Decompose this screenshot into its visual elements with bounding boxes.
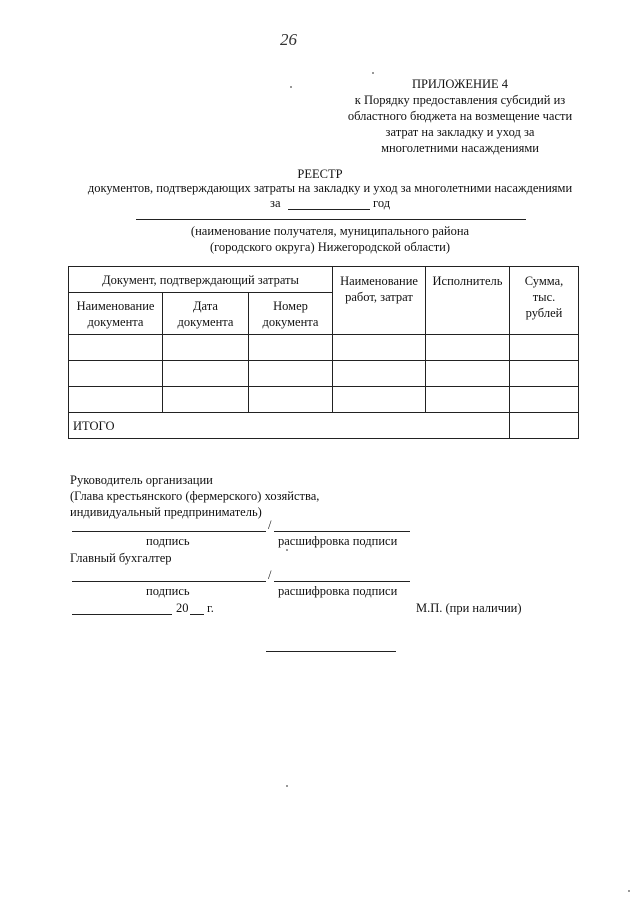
appendix-line: многолетними насаждениями [381,141,539,155]
table-cell[interactable] [69,335,163,361]
registry-subtitle: документов, подтверждающих затраты на закладку и уход за многолетними насаждениями [87,181,573,195]
table-cell[interactable] [249,361,333,387]
registry-title: РЕЕСТР [297,167,343,181]
appendix-block [330,76,590,156]
appendix-title: ПРИЛОЖЕНИЕ 4 [411,77,509,91]
accountant-sign-label: подпись [146,584,190,598]
accountant-signature-line[interactable] [72,581,266,582]
head-signature-line[interactable] [72,531,266,532]
executor-header-cell: Исполнитель [426,267,510,335]
doc-number-header-line: Номер [273,298,308,313]
accountant-label: Главный бухгалтер [70,551,172,565]
table-cell[interactable] [426,387,510,413]
recipient-caption [130,223,530,255]
scan-speck [372,72,374,74]
accountant-decode-label: расшифровка подписи [278,584,398,598]
table-cell[interactable] [510,335,579,361]
table-cell[interactable] [510,387,579,413]
date-year-blank[interactable] [190,614,204,615]
bottom-rule [266,651,396,652]
appendix-line: областного бюджета на возмещение части [347,109,573,123]
recipient-caption-line: (наименование получателя, муниципального района [190,224,470,238]
scan-speck [286,549,288,551]
registry-table [68,266,579,439]
table-cell[interactable] [163,361,249,387]
date-year-prefix: 20 [176,601,189,615]
head-signatory-line: Руководитель организации [70,473,213,487]
sum-header-cell [510,267,579,335]
sum-header-line: рублей [525,306,563,320]
total-label-cell: ИТОГО [69,413,510,439]
head-slash: / [268,518,272,532]
works-header-cell [333,267,426,335]
table-cell[interactable] [333,361,426,387]
works-header-line: работ, затрат [345,290,413,304]
table-cell[interactable] [163,387,249,413]
table-cell[interactable] [426,335,510,361]
appendix-line: затрат на закладку и уход за [385,125,535,139]
recipient-blank-line [136,219,526,220]
page-number: 26 [280,30,297,49]
head-signatory-line: индивидуальный предприниматель) [70,505,262,519]
head-signatory-line: (Глава крестьянского (фермерского) хозяйства, [70,489,320,503]
group-header-cell: Документ, подтверждающий затраты [69,267,333,293]
period-blank-line [288,209,370,210]
accountant-slash: / [268,568,272,582]
date-blank-line[interactable] [72,614,172,615]
table-cell[interactable] [426,361,510,387]
total-row [69,413,579,439]
appendix-line: к Порядку предоставления субсидий из [354,93,566,107]
scan-speck [286,785,288,787]
table-cell[interactable] [333,335,426,361]
table-cell[interactable] [69,361,163,387]
table-cell[interactable] [163,335,249,361]
doc-date-header-line: документа [177,314,234,329]
doc-name-header-line: документа [87,314,144,329]
table-cell[interactable] [249,335,333,361]
total-sum-cell[interactable] [510,413,579,439]
table-row [69,361,579,387]
head-decode-label: расшифровка подписи [278,534,398,548]
doc-name-header-cell [69,293,163,335]
period-suffix: год [373,196,391,210]
table-cell[interactable] [69,387,163,413]
recipient-caption-line: (городского округа) Нижегородской области) [209,240,451,254]
doc-name-header-line: Наименование [76,298,155,313]
head-signatory-block [70,472,319,520]
table-row [69,387,579,413]
doc-number-header-cell [249,293,333,335]
table-row [69,335,579,361]
doc-number-header-line: документа [262,314,319,329]
doc-date-header-line: Дата [193,298,218,313]
table-cell[interactable] [249,387,333,413]
date-suffix: г. [207,601,214,615]
period-prefix: за [270,196,281,210]
sum-header-line: Сумма, [524,274,564,288]
accountant-decode-line[interactable] [274,581,410,582]
head-decode-line[interactable] [274,531,410,532]
head-sign-label: подпись [146,534,190,548]
scan-speck [628,890,630,892]
sum-header-line: тыс. [532,290,556,304]
table-cell[interactable] [510,361,579,387]
scan-speck [290,86,292,88]
works-header-line: Наименование [340,274,418,288]
table-cell[interactable] [333,387,426,413]
seal-note: М.П. (при наличии) [416,601,522,615]
doc-date-header-cell [163,293,249,335]
